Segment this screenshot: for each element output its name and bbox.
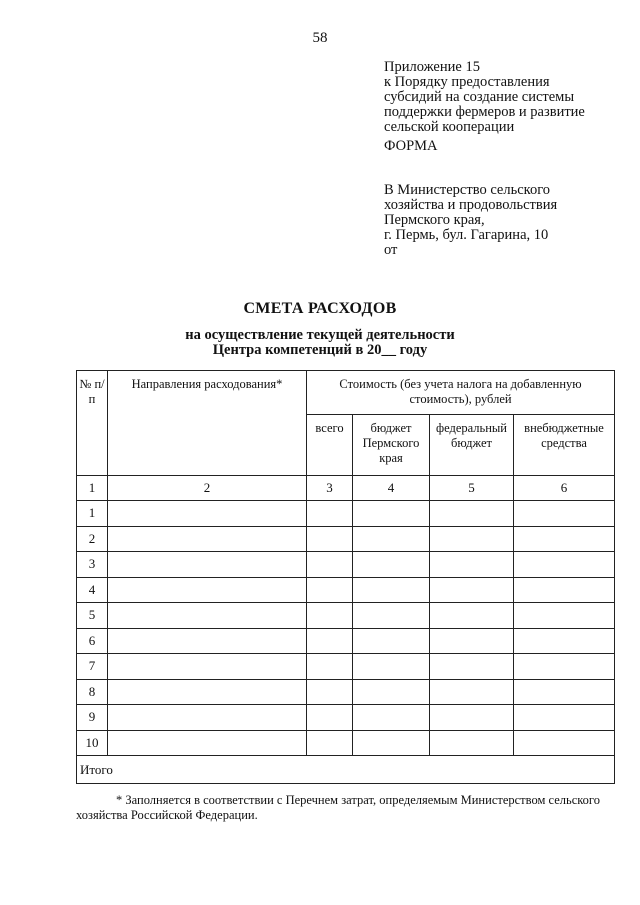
column-number-row — [77, 476, 615, 501]
document-title — [0, 300, 640, 358]
cell-federal[interactable] — [430, 628, 514, 654]
cell-total[interactable] — [307, 679, 353, 705]
header-total: всего — [307, 415, 353, 476]
column-number: 6 — [514, 476, 615, 501]
addressee-line: от — [384, 242, 398, 258]
title-main: СМЕТА РАСХОДОВ — [243, 300, 397, 317]
cell-total[interactable] — [307, 705, 353, 731]
cell-regional[interactable] — [353, 679, 430, 705]
cell-direction[interactable] — [108, 552, 307, 578]
header-federal-budget: федеральный бюджет — [430, 415, 514, 476]
title-sub-line: на осуществление текущей деятельности — [185, 327, 455, 343]
row-index: 10 — [77, 730, 108, 756]
cell-direction[interactable] — [108, 654, 307, 680]
header-num: № п/п — [77, 371, 108, 476]
cell-federal[interactable] — [430, 654, 514, 680]
cell-federal[interactable] — [430, 705, 514, 731]
cell-regional[interactable] — [353, 501, 430, 527]
total-row — [77, 756, 615, 784]
cell-total[interactable] — [307, 501, 353, 527]
cell-total[interactable] — [307, 526, 353, 552]
addressee-line: г. Пермь, бул. Гагарина, 10 — [384, 227, 549, 243]
cell-federal[interactable] — [430, 603, 514, 629]
cell-regional[interactable] — [353, 705, 430, 731]
addressee-block — [384, 183, 557, 258]
page-number: 58 — [312, 30, 328, 46]
cell-total[interactable] — [307, 730, 353, 756]
row-index: 9 — [77, 705, 108, 731]
cell-direction[interactable] — [108, 679, 307, 705]
row-index: 8 — [77, 679, 108, 705]
cell-federal[interactable] — [430, 577, 514, 603]
cell-federal[interactable] — [430, 552, 514, 578]
row-index: 1 — [77, 501, 108, 527]
cell-direction[interactable] — [108, 603, 307, 629]
header-cost: Стоимость (без учета налога на добавленную стоимость), рублей — [307, 371, 615, 415]
row-index: 4 — [77, 577, 108, 603]
table-row — [77, 603, 615, 629]
cell-regional[interactable] — [353, 654, 430, 680]
title-sub-line: Центра компетенций в 20__ году — [212, 342, 428, 358]
table-row — [77, 705, 615, 731]
cell-total[interactable] — [307, 654, 353, 680]
cell-total[interactable] — [307, 603, 353, 629]
cell-direction[interactable] — [108, 526, 307, 552]
cell-total[interactable] — [307, 577, 353, 603]
header-regional-budget: бюджет Пермского края — [353, 415, 430, 476]
table-row — [77, 552, 615, 578]
form-label: ФОРМА — [384, 138, 438, 154]
appendix-line: субсидий на создание системы — [384, 89, 575, 105]
row-index: 3 — [77, 552, 108, 578]
addressee-line: хозяйства и продовольствия — [384, 197, 558, 213]
cell-extrabudget[interactable] — [514, 679, 615, 705]
header-direction: Направления расходования* — [108, 371, 307, 476]
cell-direction[interactable] — [108, 628, 307, 654]
table-row — [77, 501, 615, 527]
estimate-table — [76, 370, 615, 784]
cell-federal[interactable] — [430, 501, 514, 527]
total-label: Итого — [77, 756, 615, 784]
table-row — [77, 526, 615, 552]
cell-extrabudget[interactable] — [514, 628, 615, 654]
column-number: 3 — [307, 476, 353, 501]
cell-extrabudget[interactable] — [514, 577, 615, 603]
cell-direction[interactable] — [108, 501, 307, 527]
cell-federal[interactable] — [430, 679, 514, 705]
table-row — [77, 679, 615, 705]
row-index: 2 — [77, 526, 108, 552]
row-index: 6 — [77, 628, 108, 654]
row-index: 7 — [77, 654, 108, 680]
header-extrabudget: внебюджетные средства — [514, 415, 615, 476]
cell-regional[interactable] — [353, 526, 430, 552]
cell-regional[interactable] — [353, 603, 430, 629]
cell-extrabudget[interactable] — [514, 501, 615, 527]
cell-federal[interactable] — [430, 730, 514, 756]
column-number: 5 — [430, 476, 514, 501]
column-number: 1 — [77, 476, 108, 501]
cell-regional[interactable] — [353, 577, 430, 603]
cell-federal[interactable] — [430, 526, 514, 552]
table-row — [77, 577, 615, 603]
column-number: 4 — [353, 476, 430, 501]
row-index: 5 — [77, 603, 108, 629]
cell-total[interactable] — [307, 552, 353, 578]
addressee-line: Пермского края, — [384, 212, 485, 228]
cell-direction[interactable] — [108, 730, 307, 756]
cell-extrabudget[interactable] — [514, 603, 615, 629]
cell-total[interactable] — [307, 628, 353, 654]
cell-extrabudget[interactable] — [514, 552, 615, 578]
appendix-line: Приложение 15 — [384, 59, 480, 75]
appendix-block — [384, 60, 585, 135]
cell-extrabudget[interactable] — [514, 654, 615, 680]
cell-regional[interactable] — [353, 552, 430, 578]
table-row — [77, 628, 615, 654]
cell-direction[interactable] — [108, 705, 307, 731]
appendix-line: поддержки фермеров и развитие — [384, 104, 585, 120]
cell-regional[interactable] — [353, 628, 430, 654]
cell-regional[interactable] — [353, 730, 430, 756]
appendix-line: к Порядку предоставления — [384, 74, 550, 90]
table-row — [77, 730, 615, 756]
table-row — [77, 654, 615, 680]
footnote: * Заполняется в соответствии с Перечнем затрат, определяемым Министерством сельского хозяйства Российской Федерации. — [76, 793, 600, 822]
cell-direction[interactable] — [108, 577, 307, 603]
addressee-line: В Министерство сельского — [384, 182, 551, 198]
cell-extrabudget[interactable] — [514, 730, 615, 756]
title-subtitle — [0, 328, 640, 358]
column-number: 2 — [108, 476, 307, 501]
cell-extrabudget[interactable] — [514, 526, 615, 552]
cell-extrabudget[interactable] — [514, 705, 615, 731]
appendix-line: сельской кооперации — [384, 119, 515, 135]
